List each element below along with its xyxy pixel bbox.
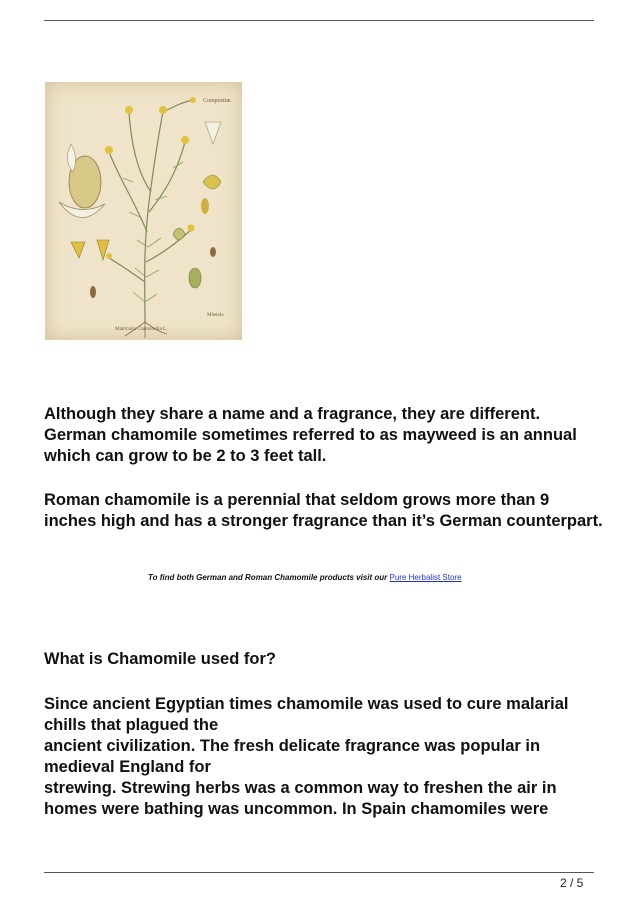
paragraph-uses	[44, 694, 604, 820]
pure-herbalist-store-link[interactable]: Pure Herbalist Store	[389, 573, 462, 582]
plate-caption-top: Compositæ.	[203, 98, 232, 104]
uses-line: homes were bathing was uncommon. In Spain chamomiles were	[44, 800, 549, 818]
section-heading: What is Chamomile used for?	[44, 650, 276, 668]
uses-line: ancient civilization. The fresh delicate fragrance was popular in	[44, 737, 541, 755]
header-rule	[44, 20, 594, 21]
page-number: 2 / 5	[560, 876, 584, 890]
store-note-text: To find both German and Roman Chamomile products visit our	[148, 573, 390, 582]
plate-caption-artist: Mheinle	[207, 313, 224, 318]
chamomile-plant-drawing	[45, 82, 242, 340]
uses-line: Since ancient Egyptian times chamomile was used to cure malarial	[44, 695, 569, 713]
chamomile-botanical-illustration	[45, 82, 242, 340]
uses-line: strewing. Strewing herbs was a common way to freshen the air in	[44, 779, 557, 797]
store-note	[148, 573, 462, 582]
paragraph-varieties: Although they share a name and a fragrance, they are different. German chamomile sometimes referred to as mayweed is an annual which can grow to be 2 to 3 feet tall.	[44, 405, 577, 465]
paragraph-roman-chamomile: Roman chamomile is a perennial that seldom grows more than 9 inches high and has a stronger fragrance than it’s German counterpart.	[44, 491, 603, 530]
plate-caption-species: Matricaria Chamomilla L.	[115, 327, 168, 332]
uses-line: medieval England for	[44, 758, 211, 776]
footer-rule	[44, 872, 594, 873]
uses-line: chills that plagued the	[44, 716, 219, 734]
